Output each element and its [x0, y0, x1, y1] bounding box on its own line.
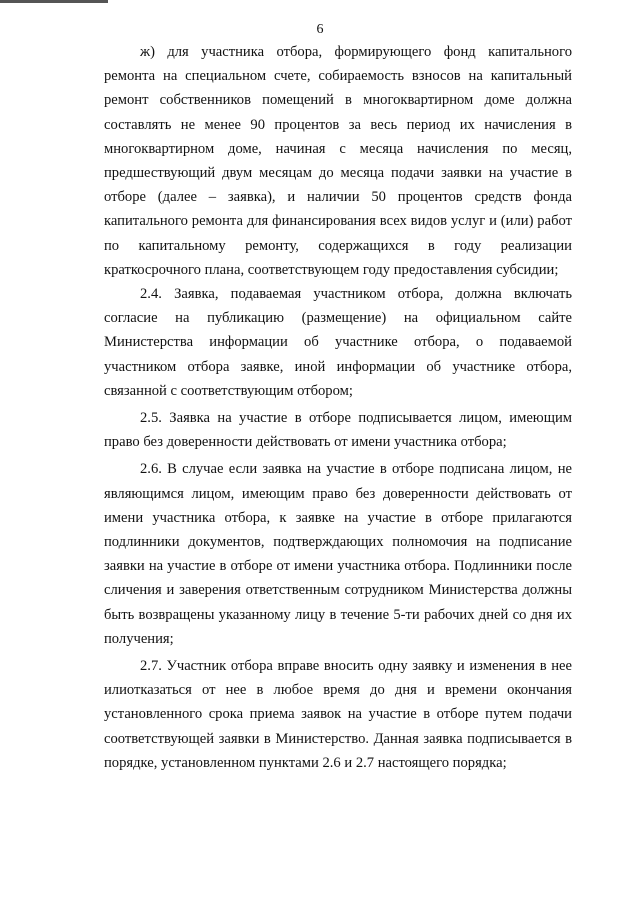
document-body [104, 40, 572, 775]
paragraph-2-4 [104, 282, 572, 403]
paragraph-text: В случае если заявка на участие в отборе подписана лицом, не являющимся лицом, имеющим право без доверенности действовать от имени участника отбора, к заявке на участие в отборе прилагаются подлинники документов, подтверждающих полномочия на подписание заявки на участие в отборе от имени участника отбора. Подлинники после сличения и заверения ответственным сотрудником Министерства должны быть возвращены указанному лицу в течение 5-ти рабочих дней со дня их получения; [104, 461, 572, 647]
paragraph-text: Заявка на участие в отборе подписывается лицом, имеющим право без доверенности действовать от имени участника отбора; [104, 410, 572, 451]
scan-edge-mark [0, 0, 108, 3]
paragraph-2-5 [104, 406, 572, 454]
paragraph-2-7 [104, 654, 572, 775]
paragraph-number: 2.5. [140, 410, 162, 427]
paragraph-text: ж) для участника отбора, формирующего фонд капитального ремонта на специальном счете, собираемость взносов на капитальный ремонт собственников помещений в многоквартирном доме должна составлять не менее 90 процентов за весь период их начисления в многоквартирном доме, начиная с месяца начисления по месяц, предшествующий двум месяцам до месяца подачи заявки на участие в отборе (далее – заявка), и наличии 50 процентов средств фонда капитального ремонта для финансирования всех видов услуг и (или) работ по капитальному ремонту, содержащихся в году реализации краткосрочного плана, соответствующем году предоставления субсидии; [104, 44, 572, 278]
paragraph-text: Участник отбора вправе вносить одну заявку и изменения в нее илиотказаться от нее в любое время до дня и времени окончания установленного срока приема заявок на участие в отборе путем подачи соответствующей заявки в Министерство. Данная заявка подписывается в порядке, установленном пунктами 2.6 и 2.7 настоящего порядка; [104, 658, 572, 771]
paragraph-number: 2.4. [140, 286, 162, 303]
paragraph-2-6 [104, 457, 572, 651]
paragraph-item-zh [104, 40, 572, 282]
paragraph-number: 2.6. [140, 461, 162, 478]
page-number: 6 [316, 22, 324, 37]
paragraph-text: Заявка, подаваемая участником отбора, должна включать согласие на публикацию (размещение) на официальном сайте Министерства информации об участнике отбора, о подаваемой участником отбора заявке, иной информации об участнике отбора, связанной с соответствующим отбором; [104, 286, 573, 399]
paragraph-number: 2.7. [140, 658, 162, 675]
